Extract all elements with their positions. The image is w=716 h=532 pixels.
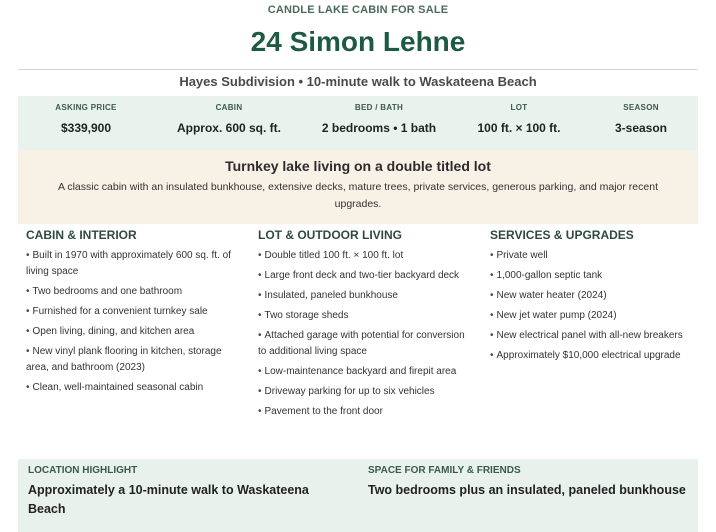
- list-item: • New vinyl plank flooring in kitchen, storage area, and bathroom (2023): [26, 344, 240, 376]
- column-services-upgrades: [490, 228, 700, 368]
- footer-value: Approximately a 10-minute walk to Waskateena Beach: [28, 483, 309, 516]
- intro-heading: Turnkey lake living on a double titled lot: [225, 158, 491, 174]
- footer-label: LOCATION HIGHLIGHT: [28, 465, 138, 476]
- stat-label: SEASON: [623, 103, 659, 112]
- page-title: 24 Simon Lehne: [250, 26, 466, 57]
- list-item: • Pavement to the front door: [258, 404, 470, 420]
- list-item: • New jet water pump (2024): [490, 308, 700, 324]
- stat-label: CABIN: [215, 103, 243, 112]
- stat-value: 2 bedrooms • 1 bath: [321, 121, 437, 135]
- stat-value: 100 ft. × 100 ft.: [477, 121, 561, 135]
- footer-label: SPACE FOR FAMILY & FRIENDS: [368, 465, 521, 476]
- list-item: • Low-maintenance backyard and firepit area: [258, 364, 470, 380]
- list-item: • New water heater (2024): [490, 288, 700, 304]
- stat-lot: [454, 96, 584, 150]
- intro-band: [18, 150, 698, 224]
- list-item: • New electrical panel with all-new breakers: [490, 328, 700, 344]
- list-item: • Private well: [490, 248, 700, 264]
- stat-cabin: [154, 96, 304, 150]
- column-lot-outdoor: [258, 228, 470, 424]
- list-item: • Two storage sheds: [258, 308, 470, 324]
- title-divider: [18, 69, 698, 70]
- eyebrow-label: CANDLE LAKE CABIN FOR SALE: [267, 4, 449, 16]
- stat-asking-price: [18, 96, 154, 150]
- list-item: • Built in 1970 with approximately 600 sq. ft. of living space: [26, 248, 240, 280]
- column-heading: CABIN & INTERIOR: [26, 228, 137, 242]
- list-item: • 1,000-gallon septic tank: [490, 268, 700, 284]
- list-item: • Two bedrooms and one bathroom: [26, 284, 240, 300]
- list-item: • Insulated, paneled bunkhouse: [258, 288, 470, 304]
- page-subtitle: Hayes Subdivision • 10-minute walk to Waskateena Beach: [179, 74, 537, 89]
- footer-value: Two bedrooms plus an insulated, paneled bunkhouse: [368, 483, 686, 497]
- stat-value: Approx. 600 sq. ft.: [176, 121, 282, 135]
- stat-value: 3-season: [614, 121, 668, 135]
- list-item: • Driveway parking for up to six vehicles: [258, 384, 470, 400]
- stats-bar: [18, 96, 698, 150]
- stat-label: ASKING PRICE: [55, 103, 117, 112]
- stat-label: LOT: [510, 103, 528, 112]
- column-heading: SERVICES & UPGRADES: [490, 228, 634, 242]
- column-cabin-interior: [26, 228, 240, 400]
- stat-label: BED / BATH: [354, 103, 404, 112]
- stat-value: $339,900: [60, 121, 112, 135]
- stat-bed-bath: [304, 96, 454, 150]
- list-item: • Clean, well-maintained seasonal cabin: [26, 380, 240, 396]
- list-item: • Open living, dining, and kitchen area: [26, 324, 240, 340]
- list-item: • Approximately $10,000 electrical upgrade: [490, 348, 700, 364]
- highlights-footer: [18, 459, 698, 532]
- feature-list: [26, 248, 240, 396]
- list-item: • Large front deck and two-tier backyard deck: [258, 268, 470, 284]
- family-space-highlight: [358, 459, 698, 532]
- list-item: • Furnished for a convenient turnkey sale: [26, 304, 240, 320]
- list-item: • Attached garage with potential for conversion to additional living space: [258, 328, 470, 360]
- location-highlight: [18, 459, 358, 532]
- list-item: • Double titled 100 ft. × 100 ft. lot: [258, 248, 470, 264]
- feature-list: [490, 248, 700, 364]
- stat-season: [584, 96, 698, 150]
- column-heading: LOT & OUTDOOR LIVING: [258, 228, 402, 242]
- intro-text: A classic cabin with an insulated bunkhouse, extensive decks, mature trees, private services, generous parking, and major recent upgrades.: [58, 181, 658, 210]
- feature-list: [258, 248, 470, 420]
